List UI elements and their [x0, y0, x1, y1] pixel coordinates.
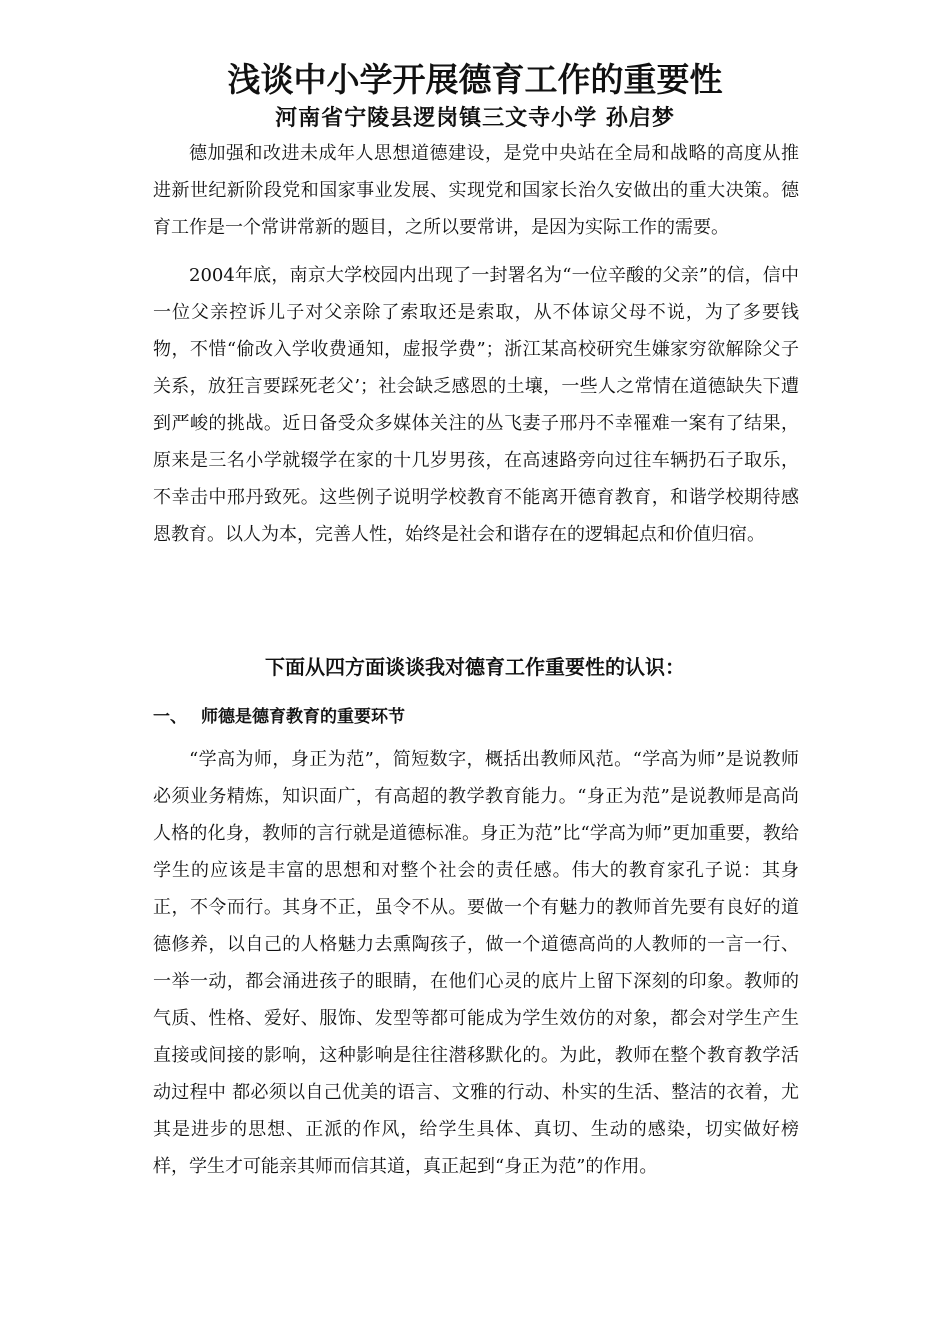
paragraph-examples: 2004年底，南京大学校园内出现了一封署名为“一位辛酸的父亲”的信，信中一位父亲控诉儿子对父亲除了索取还是索取，从不体谅父母不说，为了多要钱物，不惜“偷改入学收费通知，虚报学费”；浙江某高校研究生嫌家穷欲解除父子关系，放狂言要踩死老父’；社会缺乏感恩的土壤，一些人之常情在道德缺失下遭到严峻的挑战。近日备受众多媒体关注的丛飞妻子邢丹不幸罹难一案有了结果，原来是三名小学就辍学在家的十几岁男孩，在高速路旁向过往车辆扔石子取乐，不幸击中邢丹致死。这些例子说明学校教育不能离开德育教育，和谐学校期待感恩教育。以人为本，完善人性，始终是社会和谐存在的逻辑起点和价值归宿。: [153, 265, 799, 545]
subsection-title: 师德是德育教育的重要环节: [201, 707, 405, 727]
subsection-number: 一、: [153, 707, 187, 727]
paragraph-teacher-ethics: “学高为师，身正为范”，简短数字，概括出教师风范。“学高为师”是说教师必须业务精炼，知识面广，有高超的教学教育能力。“身正为范”是说教师是高尚人格的化身，教师的言行就是道德标准。身正为范”比“学高为师”更加重要，教给学生的应该是丰富的思想和对整个社会的责任感。伟大的教育家孔子说：其身正，不令而行。其身不正，虽令不从。要做一个有魅力的教师首先要有良好的道德修养，以自己的人格魅力去熏陶孩子，做一个道德高尚的人教师的一言一行、一举一动，都会涌进孩子的眼睛，在他们心灵的底片上留下深刻的印象。教师的气质、性格、爱好、服饰、发型等都可能成为学生效仿的对象，都会对学生产生直接或间接的影响，这种影响是往往潜移默化的。为此，教师在整个教育教学活动过程中 都必须以自己优美的语言、文雅的行动、朴实的生活、整洁的衣着，尤其是进步的思想、正派的作风，给学生具体、真切、生动的感染，切实做好榜样，学生才可能亲其师而信其道，真正起到“身正为范”的作用。: [153, 749, 799, 1177]
paragraph-intro: 德加强和改进未成年人思想道德建设，是党中央站在全局和战略的高度从推进新世纪新阶段党和国家事业发展、实现党和国家长治久安做出的重大决策。德育工作是一个常讲常新的题目，之所以要常讲，是因为实际工作的需要。: [153, 143, 799, 238]
section-heading: 下面从四方面谈谈我对德育工作重要性的认识：: [265, 655, 685, 679]
document-title: 浅谈中小学开展德育工作的重要性: [227, 60, 723, 99]
subsection-heading: [153, 702, 405, 732]
author-line: 河南省宁陵县逻岗镇三文寺小学 孙启梦: [275, 105, 675, 131]
